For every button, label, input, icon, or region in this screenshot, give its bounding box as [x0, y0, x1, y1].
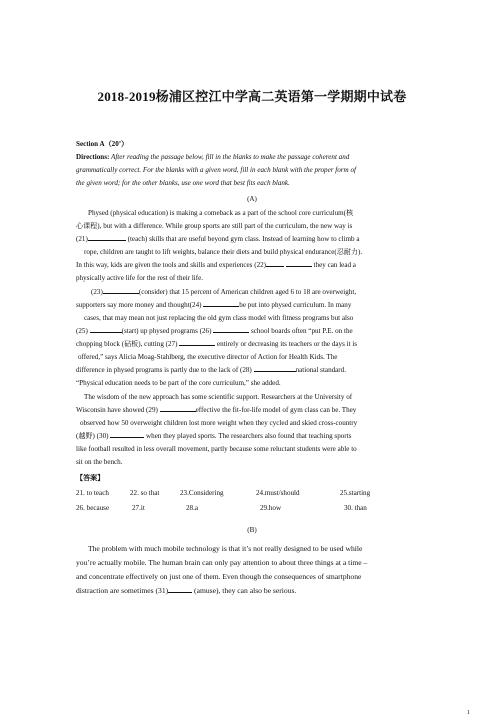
- p1-line-1: Physed (physical education) is making a comeback as a part of the school core curriculum(核: [88, 209, 354, 217]
- p1-text-22-tail: they can lead a: [311, 261, 356, 269]
- blank-22a[interactable]: [266, 259, 284, 267]
- p3-line-4: [76, 430, 432, 442]
- blank-23[interactable]: [103, 286, 139, 294]
- part-a-label: (A): [247, 195, 257, 203]
- p2-text-25: (25): [76, 327, 90, 335]
- p3-line-3: observed how 50 overweight children lost more weight when they cycled and skied cross-country: [80, 419, 358, 427]
- answer-25: 25.starting: [340, 489, 371, 497]
- directions-line-1: [76, 151, 432, 163]
- page-title: 2018-2019杨浦区控江中学高二英语第一学期期中试卷: [97, 89, 407, 104]
- p1-text-22: In this way, kids are given the tools and skills and experiences (22): [76, 261, 267, 269]
- p2-text-28-tail: national standard.: [295, 366, 346, 374]
- p2-line-6: offered,” says Alicia Moag-Stahlberg, the executive director of Action for Health Kids. The: [78, 353, 338, 361]
- answer-30: 30. than: [344, 504, 367, 512]
- p1-line-3: [76, 233, 432, 245]
- answer-23: 23.Considering: [180, 489, 224, 497]
- p2-line-8: “Physical education needs to be part of the core curriculum,” she added.: [76, 379, 281, 387]
- pb-line-2: you’re actually mobile. The human brain can only pay attention to about three things at a time –: [76, 558, 368, 567]
- answer-22: 22. so that: [130, 489, 160, 497]
- p1-line-4: rope, children are taught to lift weights, balance their diets and build physical endurance(忍耐力).: [84, 248, 363, 256]
- p3-line-1: The wisdom of the new approach has some scientific support. Researchers at the University of: [84, 393, 353, 401]
- p2-text: (consider) that 15 percent of American children aged 6 to 18 are overweight,: [138, 288, 357, 296]
- p2-text-27: chopping block (砧板), cutting (27): [76, 340, 180, 348]
- p2-text-26-tail: school boards often “put P.E. on the: [249, 327, 353, 335]
- p2-line-2: [76, 299, 432, 311]
- p3-text-29-tail: effective the fit-for-life model of gym class can be. They: [195, 406, 357, 414]
- blank-28[interactable]: [254, 364, 296, 372]
- blank-25[interactable]: [90, 325, 122, 333]
- p2-line-7: [76, 364, 432, 376]
- answer-27: 27.it: [132, 504, 145, 512]
- p2-line-4: [76, 325, 432, 337]
- p2-text-26: (start) up physed programs (26): [121, 327, 214, 335]
- p2-line-1: [91, 286, 435, 298]
- answer-29: 29.how: [260, 504, 282, 512]
- page-number: 1: [467, 710, 470, 716]
- blank-31[interactable]: [168, 585, 192, 593]
- p3-line-2: [76, 404, 432, 416]
- blank-26[interactable]: [213, 325, 249, 333]
- p3-line-6: sit on the bench.: [76, 458, 123, 466]
- answer-heading: 【答案】: [76, 474, 105, 482]
- pb-text-31-tail: (amuse), they can also be serious.: [192, 586, 297, 595]
- directions-label: Directions:: [76, 153, 110, 161]
- blank-29[interactable]: [160, 404, 196, 412]
- blank-27[interactable]: [179, 338, 215, 346]
- section-heading: Section A（20’）: [76, 140, 129, 148]
- p2-text-28: difference in physed programs is partly due to the lack of (28): [76, 366, 254, 374]
- answer-24: 24.must/should: [256, 489, 300, 497]
- p2-text-27-tail: entirely or decreasing its teachers or the days it is: [215, 340, 358, 348]
- directions-text: After reading the passage below, fill in the blanks to make the passage coherent and: [109, 153, 350, 161]
- part-b-label: (B): [247, 526, 257, 534]
- pb-line-3: and concentrate effectively on just one of them. Even though the consequences of smartphone: [76, 572, 362, 581]
- blank-23-number: (23): [91, 288, 103, 296]
- blank-21[interactable]: [88, 233, 126, 241]
- blank-21-number: (21): [76, 235, 88, 243]
- blank-30[interactable]: [110, 430, 144, 438]
- p2-text-24: supporters say more money and thought(24): [76, 301, 204, 309]
- pb-line-4: [76, 584, 432, 598]
- answer-28: 28.a: [186, 504, 199, 512]
- directions-line-2: grammatically correct. For the blanks with a given word, fill in each blank with the proper form of: [76, 166, 356, 174]
- p1-text: (teach) skills that are useful beyond gym class. Instead of learning how to climb a: [125, 235, 360, 243]
- p3-text-30-tail: when they played sports. The researchers also found that teaching sports: [144, 432, 352, 440]
- p1-line-5: [76, 259, 432, 271]
- p2-line-5: [76, 338, 432, 350]
- p2-text-24-tail: be put into physed curriculum. In many: [239, 301, 352, 309]
- blank-24[interactable]: [203, 299, 239, 307]
- answer-21: 21. to teach: [76, 489, 109, 497]
- directions-line-3: the given word; for the other blanks, use one word that best fits each blank.: [76, 179, 290, 187]
- p3-text-29: Wisconsin have showed (29): [76, 406, 160, 414]
- blank-22b[interactable]: [286, 259, 312, 267]
- pb-text-31: distraction are sometimes (31): [76, 586, 169, 595]
- p3-line-5: like football resulted in less overall movement, partly because some reluctant students were able to: [76, 445, 357, 453]
- p1-line-6: physically active life for the rest of their life.: [76, 274, 204, 282]
- answer-26: 26. because: [76, 504, 110, 512]
- pb-line-1: The problem with much mobile technology is that it’s not really designed to be used while: [88, 544, 363, 553]
- p2-line-3: cases, that may mean not just replacing the old gym class model with fitness programs but also: [84, 314, 354, 322]
- p3-text-30: (越野) (30): [76, 432, 111, 440]
- p1-line-2: 心课程), but with a difference. While group sports are still part of the curriculum, the new way is: [76, 222, 353, 230]
